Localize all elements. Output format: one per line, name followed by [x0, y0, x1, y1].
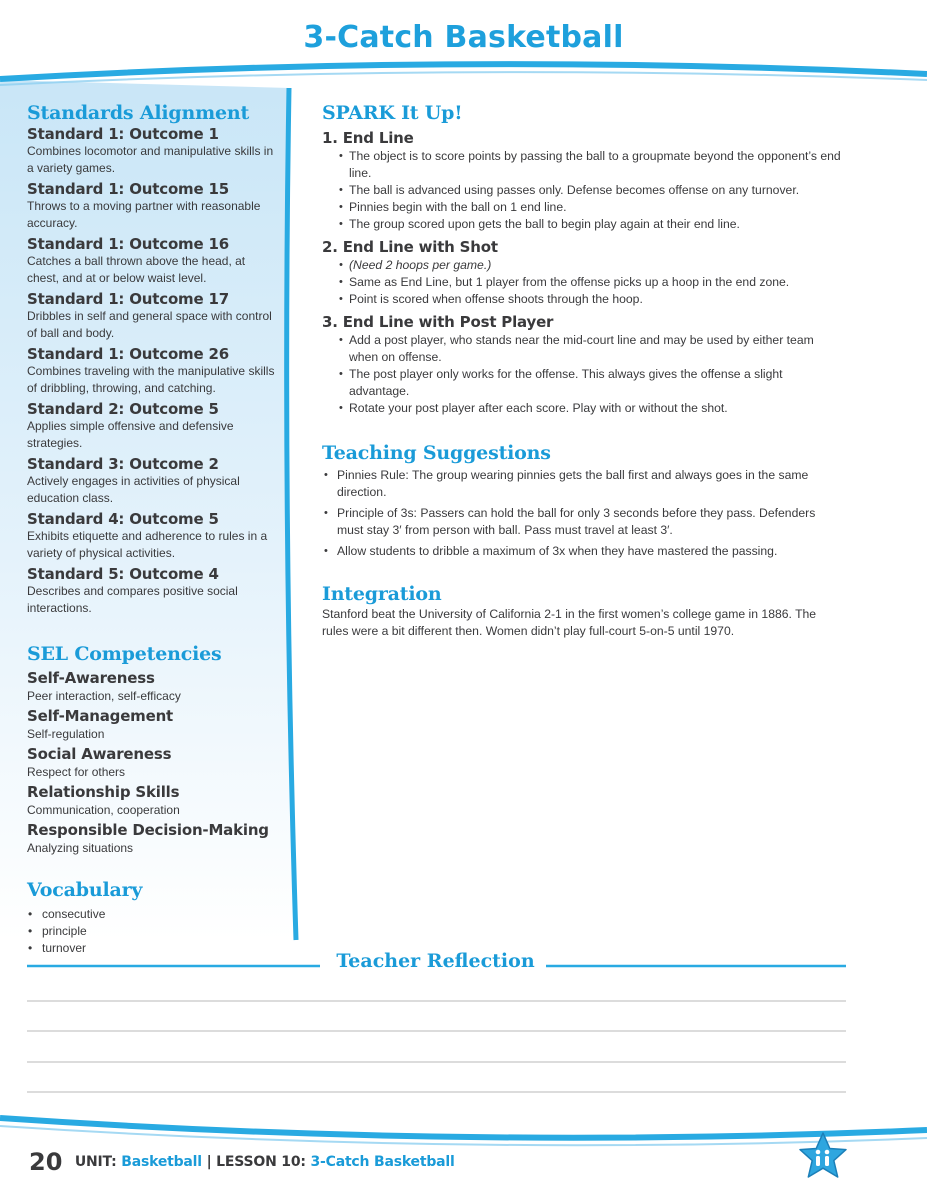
- spark-bullets: [322, 332, 842, 417]
- vocabulary-item: • turnover: [27, 940, 277, 957]
- spark-bullets: [322, 257, 842, 308]
- spark-section-title: 1. End Line: [322, 129, 414, 147]
- standard-name: Standard 5: Outcome 4: [27, 565, 219, 583]
- sel-desc: Analyzing situations: [27, 841, 134, 855]
- sel-name: Relationship Skills: [27, 783, 180, 801]
- standard-desc: Combines traveling with the manipulative skills of dribbling, throwing, and catching.: [27, 364, 275, 395]
- sel-desc: Communication, cooperation: [27, 803, 180, 817]
- sel-desc: Self-regulation: [27, 727, 105, 741]
- bullet-item: • Rotate your post player after each score. Play with or without the shot.: [341, 400, 842, 417]
- teaching-item: • Principle of 3s: Passers can hold the ball for only 3 seconds before they pass. Defenders must stay 3′ from person with ball. Pass must travel at least 3′.: [322, 505, 842, 539]
- standard-name: Standard 1: Outcome 17: [27, 290, 229, 308]
- standard-desc: Catches a ball thrown above the head, at chest, and at or below waist level.: [27, 254, 246, 285]
- footer-separator: |: [206, 1154, 212, 1170]
- vocabulary-item: • principle: [27, 923, 277, 940]
- sidebar: [27, 101, 277, 957]
- sel-name: Responsible Decision-Making: [27, 821, 269, 839]
- standard-desc: Combines locomotor and manipulative skills in a variety games.: [27, 144, 274, 175]
- standards-list: [27, 125, 277, 617]
- page-title: 3-Catch Basketball: [303, 20, 624, 55]
- standard-desc: Applies simple offensive and defensive strategies.: [27, 419, 234, 450]
- vocabulary-heading: Vocabulary: [27, 879, 143, 901]
- sel-heading: SEL Competencies: [27, 643, 222, 665]
- page-number: 20: [29, 1148, 63, 1176]
- lesson-label: LESSON 10:: [216, 1154, 306, 1170]
- footer: [29, 1148, 455, 1176]
- standards-heading: Standards Alignment: [27, 102, 250, 124]
- spark-section-title: 2. End Line with Shot: [322, 238, 498, 256]
- standard-name: Standard 4: Outcome 5: [27, 510, 219, 528]
- bullet-item: • (Need 2 hoops per game.): [341, 257, 842, 274]
- standard-desc: Exhibits etiquette and adherence to rules in a variety of physical activities.: [27, 529, 268, 560]
- sel-name: Social Awareness: [27, 745, 172, 763]
- standard-desc: Throws to a moving partner with reasonable accuracy.: [27, 199, 261, 230]
- main-content: [322, 101, 842, 640]
- bullet-item: • The group scored upon gets the ball to begin play again at their end line.: [341, 216, 842, 233]
- reflection-heading-text: Teacher Reflection: [328, 950, 542, 972]
- bullet-item: • The post player only works for the offense. This always gives the offense a slight advantage.: [341, 366, 842, 400]
- standard-desc: Describes and compares positive social interactions.: [27, 584, 238, 615]
- teaching-item: • Pinnies Rule: The group wearing pinnies gets the ball first and always goes in the same direction.: [322, 467, 842, 501]
- sel-desc: Respect for others: [27, 765, 126, 779]
- standard-name: Standard 1: Outcome 16: [27, 235, 229, 253]
- spark-section-title: 3. End Line with Post Player: [322, 313, 554, 331]
- spark-heading: SPARK It Up!: [322, 102, 463, 124]
- lesson-name: 3-Catch Basketball: [310, 1154, 455, 1170]
- bullet-item: • Pinnies begin with the ball on 1 end line.: [341, 199, 842, 216]
- standard-desc: Dribbles in self and general space with control of ball and body.: [27, 309, 272, 340]
- bullet-item: • Add a post player, who stands near the mid-court line and may be used by either team when on offense.: [341, 332, 842, 366]
- reflection-heading: [0, 950, 871, 972]
- standard-name: Standard 1: Outcome 1: [27, 125, 219, 143]
- integration-heading: Integration: [322, 583, 442, 605]
- sel-name: Self-Management: [27, 707, 174, 725]
- teaching-list: [322, 467, 842, 560]
- sel-name: Self-Awareness: [27, 669, 155, 687]
- bullet-item: • Same as End Line, but 1 player from the offense picks up a hoop in the end zone.: [341, 274, 842, 291]
- unit-label: UNIT:: [74, 1154, 117, 1170]
- unit-name: Basketball: [121, 1154, 202, 1170]
- standard-name: Standard 2: Outcome 5: [27, 400, 219, 418]
- bullet-item: • The ball is advanced using passes only. Defense becomes offense on any turnover.: [341, 182, 842, 199]
- teaching-item: • Allow students to dribble a maximum of 3x when they have mastered the passing.: [322, 543, 842, 560]
- teaching-heading: Teaching Suggestions: [322, 442, 551, 464]
- sel-list: [27, 669, 277, 856]
- bullet-item: • The object is to score points by passing the ball to a groupmate beyond the opponent’s end line.: [341, 148, 842, 182]
- standard-name: Standard 1: Outcome 26: [27, 345, 229, 363]
- integration-text: Stanford beat the University of California 2-1 in the first women’s college game in 1886. The rules were a bit different then. Women didn’t play full-court 5-on-5 until 1970.: [322, 607, 817, 638]
- standard-desc: Actively engages in activities of physical education class.: [27, 474, 240, 505]
- sel-desc: Peer interaction, self-efficacy: [27, 689, 181, 703]
- standard-name: Standard 3: Outcome 2: [27, 455, 219, 473]
- footer-breadcrumb: [75, 1154, 455, 1170]
- star-logo-icon: [800, 1133, 846, 1177]
- bullet-item: • Point is scored when offense shoots through the hoop.: [341, 291, 842, 308]
- standard-name: Standard 1: Outcome 15: [27, 180, 229, 198]
- vocabulary-item: • consecutive: [27, 906, 277, 923]
- spark-bullets: [322, 148, 842, 233]
